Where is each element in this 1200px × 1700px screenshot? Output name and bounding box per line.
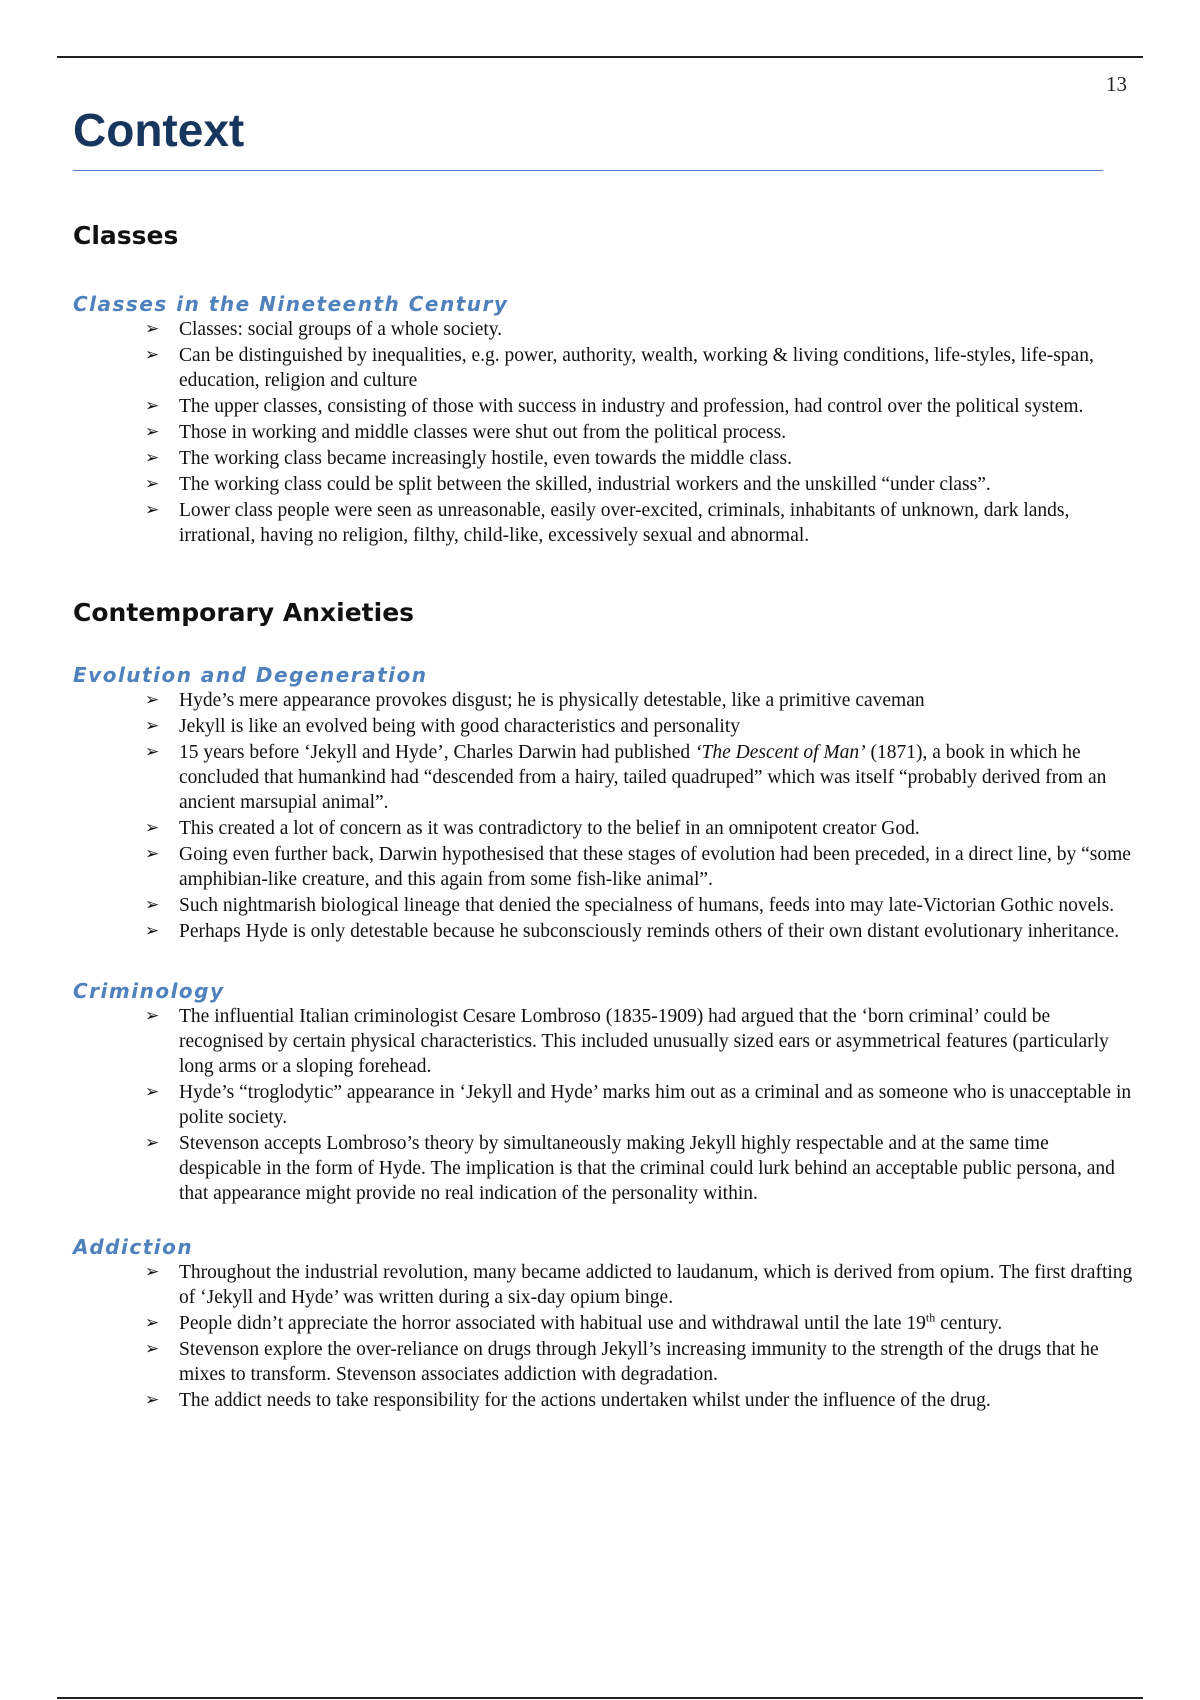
arrowhead-bullet-icon: ➢ [145, 690, 160, 710]
ordinal-suffix: th [925, 1310, 936, 1325]
bullet-list [73, 1260, 1133, 1413]
list-item-text: People didn’t appreciate the horror associated with habitual use and withdrawal until the late 19 [179, 1313, 926, 1334]
arrowhead-bullet-icon: ➢ [145, 1390, 160, 1410]
list-item-text: Throughout the industrial revolution, many became addicted to laudanum, which is derived from opium. The first drafting of ‘Jekyll and Hyde’ was written during a six-day opium binge. [179, 1262, 1133, 1308]
page-content [73, 100, 1133, 1414]
subsection-heading: Addiction [73, 1235, 194, 1259]
list-item [145, 688, 1133, 713]
arrowhead-bullet-icon: ➢ [145, 1082, 160, 1102]
list-item [145, 1131, 1133, 1206]
list-item [145, 1311, 1133, 1336]
list-item-text: The working class became increasingly hostile, even towards the middle class. [179, 448, 792, 469]
section-heading: Classes [73, 221, 179, 250]
list-item [145, 472, 1133, 497]
list-item [145, 317, 1133, 342]
bullet-list [73, 688, 1133, 944]
list-item-text: Hyde’s “troglodytic” appearance in ‘Jekyll and Hyde’ marks him out as a criminal and as someone who is unacceptable in polite society. [179, 1082, 1132, 1128]
subsection-heading: Criminology [73, 979, 225, 1003]
list-item-text: The influential Italian criminologist Cesare Lombroso (1835-1909) had argued that the ‘born criminal’ could be recognised by certain physical characteristics. This included unusually sized ears or asymmetrical features (particularly long arms or a sloping forehead. [179, 1006, 1109, 1077]
list-item-text: century. [935, 1313, 1003, 1334]
arrowhead-bullet-icon: ➢ [145, 448, 160, 468]
list-item [145, 740, 1133, 815]
list-item [145, 816, 1133, 841]
list-item [145, 498, 1133, 548]
list-item-text: The addict needs to take responsibility for the actions undertaken whilst under the influence of the drug. [179, 1390, 991, 1411]
list-item [145, 1004, 1133, 1079]
list-item-text: The upper classes, consisting of those with success in industry and profession, had control over the political system. [179, 396, 1084, 417]
list-item [145, 919, 1133, 944]
list-item [145, 1337, 1133, 1387]
arrowhead-bullet-icon: ➢ [145, 1313, 160, 1333]
bullet-list [73, 317, 1133, 548]
arrowhead-bullet-icon: ➢ [145, 500, 160, 520]
list-item-text: Those in working and middle classes were shut out from the political process. [179, 422, 787, 443]
list-item-text: Perhaps Hyde is only detestable because he subconsciously reminds others of their own distant evolutionary inheritance. [179, 921, 1120, 942]
list-item [145, 394, 1133, 419]
arrowhead-bullet-icon: ➢ [145, 1339, 160, 1359]
list-item [145, 1388, 1133, 1413]
list-item [145, 1080, 1133, 1130]
list-item [145, 420, 1133, 445]
section-heading: Contemporary Anxieties [73, 598, 415, 627]
arrowhead-bullet-icon: ➢ [145, 474, 160, 494]
arrowhead-bullet-icon: ➢ [145, 422, 160, 442]
sections-container [73, 221, 1133, 1413]
list-item-text: Such nightmarish biological lineage that denied the specialness of humans, feeds into may late-Victorian Gothic novels. [179, 895, 1115, 916]
book-title: ‘The Descent of Man’ [695, 742, 866, 763]
arrowhead-bullet-icon: ➢ [145, 818, 160, 838]
subsection-heading: Evolution and Degeneration [73, 663, 428, 687]
list-item [145, 1260, 1133, 1310]
list-item [145, 893, 1133, 918]
list-item-text: This created a lot of concern as it was contradictory to the belief in an omnipotent creator God. [179, 818, 920, 839]
list-item-text: 15 years before ‘Jekyll and Hyde’, Charles Darwin had published [179, 742, 696, 763]
list-item-text: Jekyll is like an evolved being with good characteristics and personality [179, 716, 741, 737]
list-item [145, 842, 1133, 892]
list-item-text: Can be distinguished by inequalities, e.g. power, authority, wealth, working & living conditions, life-styles, life-span, education, religion and culture [179, 345, 1094, 391]
bullet-list [73, 1004, 1133, 1206]
list-item-text: Lower class people were seen as unreasonable, easily over-excited, criminals, inhabitants of unknown, dark lands, irrational, having no religion, filthy, child-like, excessively sexual and abnormal. [179, 500, 1070, 546]
arrowhead-bullet-icon: ➢ [145, 844, 160, 864]
arrowhead-bullet-icon: ➢ [145, 1133, 160, 1153]
page-title: Context [73, 100, 1103, 171]
footer-rule [57, 1697, 1143, 1699]
list-item-text: Classes: social groups of a whole society. [179, 319, 503, 340]
list-item-text: Stevenson accepts Lombroso’s theory by simultaneously making Jekyll highly respectable and at the same time despicable in the form of Hyde. The implication is that the criminal could lurk behind an acceptable public persona, and that appearance might provide no real indication of the personality within. [179, 1133, 1115, 1204]
list-item-text: Going even further back, Darwin hypothesised that these stages of evolution had been preceded, in a direct line, by “some amphibian-like creature, and this again from some fish-like animal”. [179, 844, 1131, 890]
arrowhead-bullet-icon: ➢ [145, 345, 160, 365]
arrowhead-bullet-icon: ➢ [145, 1006, 160, 1026]
list-item [145, 714, 1133, 739]
list-item-text: (1871), a book in which he concluded that humankind had “descended from a hairy, tailed quadruped” which was itself “probably derived from an ancient marsupial animal”. [179, 742, 1107, 813]
list-item-text: The working class could be split between the skilled, industrial workers and the unskilled “under class”. [179, 474, 991, 495]
list-item [145, 343, 1133, 393]
list-item-text: Stevenson explore the over-reliance on drugs through Jekyll’s increasing immunity to the strength of the drugs that he mixes to transform. Stevenson associates addiction with degradation. [179, 1339, 1099, 1385]
list-item-text: Hyde’s mere appearance provokes disgust; he is physically detestable, like a primitive caveman [179, 690, 925, 711]
arrowhead-bullet-icon: ➢ [145, 921, 160, 941]
subsection-heading: Classes in the Nineteenth Century [73, 292, 509, 316]
list-item [145, 446, 1133, 471]
arrowhead-bullet-icon: ➢ [145, 716, 160, 736]
arrowhead-bullet-icon: ➢ [145, 319, 160, 339]
arrowhead-bullet-icon: ➢ [145, 1262, 160, 1282]
header-rule [57, 56, 1143, 58]
arrowhead-bullet-icon: ➢ [145, 396, 160, 416]
arrowhead-bullet-icon: ➢ [145, 742, 160, 762]
arrowhead-bullet-icon: ➢ [145, 895, 160, 915]
page-number: 13 [1106, 72, 1127, 96]
